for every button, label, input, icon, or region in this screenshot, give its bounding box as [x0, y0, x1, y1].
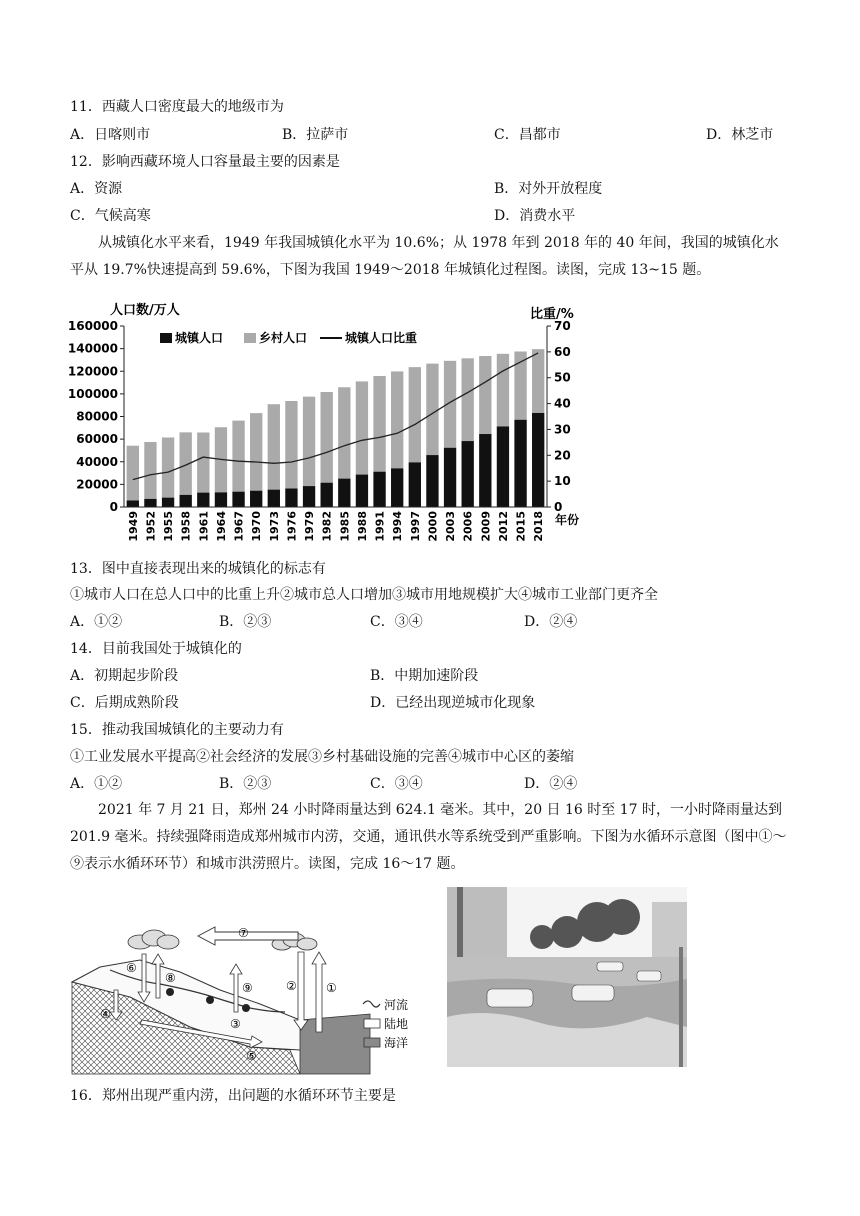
y-tick-label: 120000 — [67, 364, 118, 379]
x-tick-label: 1961 — [197, 511, 211, 542]
bar-urban-2012 — [497, 426, 509, 507]
y-tick-label: 60000 — [76, 432, 118, 447]
y-tick-label: 0 — [109, 500, 118, 514]
bar-urban-1955 — [162, 498, 174, 507]
q15-stem: 15．推动我国城镇化的主要动力有 — [70, 722, 284, 738]
ocean-area — [300, 1014, 370, 1074]
y2-axis-ticks — [547, 319, 571, 514]
bar-urban-2003 — [444, 448, 456, 507]
bar-urban-1997 — [409, 462, 421, 507]
land-legend-icon — [364, 1019, 380, 1028]
y2-tick-label: 20 — [554, 448, 571, 463]
q14-option-c: C．后期成熟阶段 — [70, 695, 179, 711]
q14-option-a: A．初期起步阶段 — [70, 668, 179, 684]
label-3: ③ — [230, 1017, 241, 1031]
q15-option-d: D．②④ — [524, 776, 578, 792]
bar-urban-2006 — [462, 441, 474, 507]
bar-rural-2012 — [497, 354, 509, 427]
passage-urbanization: 从城镇化水平来看，1949 年我国城镇化水平为 10.6%；从 1978 年到 2018 年的 40 年间，我国的城镇化水平从 19.7%快速提高到 59.6%，下图为我国 1949～2018 年城镇化过程图。读图，完成 13~15 题。 — [70, 235, 779, 278]
bar-rural-1988 — [356, 381, 368, 474]
y-axis-label: 人口数/万人 — [110, 303, 180, 318]
q14-stem: 14．目前我国处于城镇化的 — [70, 641, 242, 657]
bar-rural-1973 — [268, 404, 280, 489]
bar-rural-1967 — [232, 421, 244, 492]
q12-option-c: C．气候高寒 — [70, 208, 151, 224]
bar-rural-1961 — [197, 432, 209, 492]
q13-stem: 13．图中直接表现出来的城镇化的标志有 — [70, 561, 326, 577]
y-tick-label: 40000 — [76, 454, 118, 469]
x-tick-label: 1955 — [162, 511, 176, 542]
diagram-legend — [363, 997, 408, 1050]
bar-urban-1958 — [180, 495, 192, 507]
q16-stem: 16．郑州出现严重内涝，出问题的水循环环节主要是 — [70, 1088, 396, 1104]
bar-urban-1952 — [144, 499, 156, 507]
q11-option-a: A．日喀则市 — [70, 127, 151, 143]
series-line-urban-ratio — [133, 353, 538, 480]
legend-rural: 乡村人口 — [259, 331, 308, 345]
label-2: ② — [286, 979, 297, 993]
bar-rural-2018 — [532, 349, 544, 413]
bar-rural-2009 — [479, 356, 491, 434]
label-7: ⑦ — [238, 926, 249, 940]
bar-rural-1979 — [303, 397, 315, 486]
y-axis-ticks — [68, 319, 124, 514]
x-tick-label: 1973 — [267, 511, 281, 542]
y2-tick-label: 10 — [554, 474, 571, 489]
x-tick-label: 1970 — [250, 511, 264, 542]
bar-rural-1982 — [321, 392, 333, 483]
q14-option-b: B．中期加速阶段 — [370, 668, 479, 684]
q12-stem: 12．影响西藏环境人口容量最主要的因素是 — [70, 154, 340, 170]
q14-option-d: D．已经出现逆城市化现象 — [370, 695, 536, 711]
y2-tick-label: 50 — [554, 370, 571, 385]
bar-urban-1964 — [215, 492, 227, 507]
x-tick-label: 1982 — [320, 511, 334, 542]
q13-option-b: B．②③ — [219, 614, 272, 630]
water-cycle-diagram — [70, 912, 420, 1074]
bar-rural-1991 — [373, 376, 385, 472]
y-tick-label: 140000 — [67, 341, 118, 356]
y2-tick-label: 60 — [554, 344, 571, 359]
bar-urban-1949 — [127, 500, 139, 507]
legend-swatch-rural — [244, 333, 256, 343]
bar-urban-1973 — [268, 490, 280, 507]
x-axis-label: 年份 — [555, 513, 580, 527]
bar-urban-1991 — [373, 472, 385, 507]
x-tick-label: 1988 — [355, 511, 369, 542]
y2-tick-label: 0 — [554, 500, 563, 514]
x-tick-label: 1979 — [303, 511, 317, 542]
x-tick-label: 1964 — [214, 511, 228, 542]
bar-rural-1952 — [144, 442, 156, 499]
x-tick-label: 2012 — [496, 511, 510, 542]
x-tick-label: 2009 — [479, 511, 493, 542]
bar-urban-1982 — [321, 483, 333, 507]
legend-river: 河流 — [384, 998, 409, 1012]
q12-option-a: A．资源 — [70, 181, 123, 197]
x-tick-label: 1976 — [285, 511, 299, 542]
x-tick-label: 1949 — [126, 511, 140, 542]
y-tick-label: 100000 — [67, 386, 118, 401]
flood-photo — [447, 887, 687, 1067]
bar-urban-1985 — [338, 479, 350, 507]
legend-swatch-urban — [160, 333, 172, 343]
label-4: ④ — [100, 1007, 111, 1021]
q11-stem: 11．西藏人口密度最大的地级市为 — [70, 99, 284, 115]
bar-urban-1988 — [356, 475, 368, 507]
bar-urban-1967 — [232, 492, 244, 507]
urbanization-chart — [67, 300, 590, 542]
label-6: ⑥ — [126, 961, 137, 975]
y-tick-label: 80000 — [76, 409, 118, 424]
bar-rural-2006 — [462, 358, 474, 441]
x-tick-label: 2006 — [461, 511, 475, 542]
bars — [127, 349, 545, 507]
q11-option-d: D．林芝市 — [706, 127, 774, 143]
bar-urban-1961 — [197, 493, 209, 507]
q12-option-b: B．对外开放程度 — [494, 181, 603, 197]
y2-tick-label: 70 — [554, 319, 571, 333]
q13-option-a: A．①② — [70, 614, 123, 630]
label-5: ⑤ — [246, 1049, 257, 1063]
cloud-icon — [128, 930, 179, 949]
x-axis-ticks — [127, 511, 545, 542]
y2-tick-label: 30 — [554, 422, 571, 437]
q15-option-c: C．③④ — [370, 776, 423, 792]
q11-option-c: C．昌都市 — [494, 127, 561, 143]
x-tick-label: 1958 — [179, 511, 193, 542]
x-tick-label: 1952 — [144, 511, 158, 542]
bar-urban-1970 — [250, 491, 262, 507]
bar-rural-1949 — [127, 446, 139, 501]
x-tick-label: 2000 — [426, 511, 440, 542]
bar-rural-2000 — [426, 364, 438, 455]
y2-tick-label: 40 — [554, 396, 571, 411]
label-9: ⑨ — [242, 981, 253, 995]
ocean-legend-icon — [364, 1038, 380, 1047]
q12-option-d: D．消费水平 — [494, 208, 576, 224]
legend-ocean: 海洋 — [384, 1036, 409, 1050]
q15-items: ①工业发展水平提高②社会经济的发展③乡村基础设施的完善④城市中心区的萎缩 — [70, 749, 574, 765]
bar-urban-2015 — [514, 420, 526, 507]
x-tick-label: 1991 — [373, 511, 387, 542]
bar-urban-1979 — [303, 486, 315, 507]
bar-rural-1970 — [250, 413, 262, 491]
passage-zhengzhou-flood: 2021 年 7 月 21 日，郑州 24 小时降雨量达到 624.1 毫米。其中，20 日 16 时至 17 时，一小时降雨量达到 201.9 毫米。持续强降雨造成郑州城市内涝，交通，通讯供水等系统受到严重影响。下图为水循环示意图（图中①～⑨表示水循环环节）和城市洪涝照片。读图，完成 16～17 题。 — [70, 802, 787, 872]
bar-urban-2000 — [426, 455, 438, 507]
q13-items: ①城市人口在总人口中的比重上升②城市总人口增加③城市用地规模扩大④城市工业部门更齐全 — [70, 587, 658, 603]
bar-rural-1997 — [409, 367, 421, 462]
label-8: ⑧ — [165, 971, 176, 985]
legend-land: 陆地 — [384, 1017, 409, 1031]
q15-option-b: B．②③ — [219, 776, 272, 792]
bar-rural-1955 — [162, 437, 174, 497]
bar-urban-1976 — [285, 489, 297, 507]
y2-axis-label: 比重/% — [530, 307, 574, 322]
legend-urban: 城镇人口 — [175, 331, 224, 345]
bar-rural-1976 — [285, 401, 297, 489]
x-tick-label: 2018 — [532, 511, 546, 542]
bar-urban-1994 — [391, 468, 403, 507]
q13-option-c: C．③④ — [370, 614, 423, 630]
bar-urban-2009 — [479, 434, 491, 507]
x-tick-label: 1967 — [232, 511, 246, 542]
x-tick-label: 1997 — [408, 511, 422, 542]
legend-ratio: 城镇人口比重 — [345, 331, 418, 345]
x-tick-label: 2003 — [444, 511, 458, 542]
river-legend-icon — [363, 1001, 380, 1007]
bar-rural-1985 — [338, 387, 350, 478]
q13-option-d: D．②④ — [524, 614, 578, 630]
q11-option-b: B．拉萨市 — [282, 127, 349, 143]
x-tick-label: 1985 — [338, 511, 352, 542]
x-tick-label: 2015 — [514, 511, 528, 542]
q15-option-a: A．①② — [70, 776, 123, 792]
y-tick-label: 160000 — [67, 319, 118, 333]
x-tick-label: 1994 — [391, 511, 405, 542]
y-tick-label: 20000 — [76, 477, 118, 492]
bar-urban-2018 — [532, 413, 544, 507]
legend — [160, 330, 417, 345]
label-1: ① — [326, 981, 337, 995]
bar-rural-1994 — [391, 371, 403, 468]
